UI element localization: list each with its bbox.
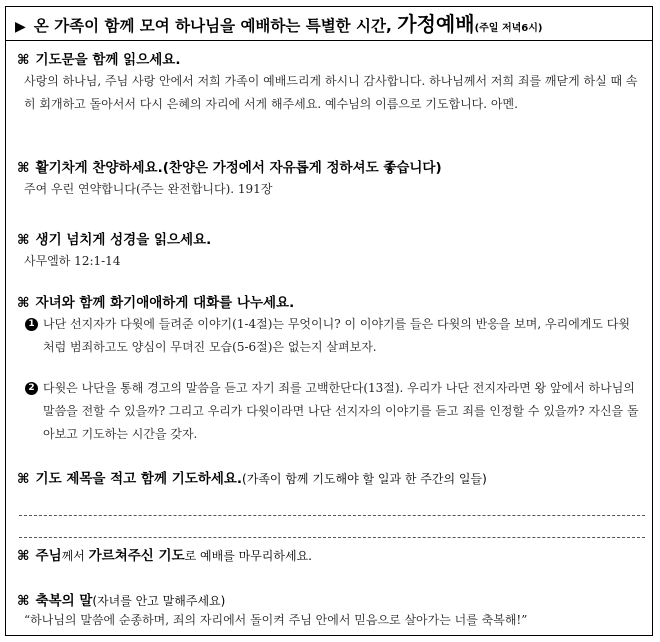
section-title: 기도 제목을 적고 함께 기도하세요. [35,471,243,487]
writing-line [19,515,645,516]
section-prayer-topics [17,469,647,489]
worship-guide-box [5,6,653,636]
praise-text: 주여 우린 연약합니다(주는 완전합니다). 191장 [24,182,273,196]
section-title: 활기차게 찬양하세요.(찬양은 가정에서 자유롭게 정하셔도 좋습니다) [35,160,442,176]
section-talk [17,293,647,446]
blessing-text: “하나님의 말씀에 순종하며, 죄의 자리에서 돌이켜 주님 안에서 믿음으로 살아가는 너를 축복해!” [24,613,528,627]
lords-prayer-emphasis: 주님 [35,548,62,564]
header-title: 온 가족이 함께 모여 하나님을 예배하는 특별한 시간, [33,17,392,35]
command-mark-icon: ⌘ [17,160,30,176]
command-mark-icon: ⌘ [17,593,30,609]
section-lords-prayer [17,546,647,566]
section-blessing [17,591,647,630]
section-title: 축복의 말 [35,593,93,609]
command-mark-icon: ⌘ [17,548,30,564]
header-time-note: (주일 저녁6시) [474,23,543,34]
command-mark-icon: ⌘ [17,295,30,311]
scripture-reference: 사무엘하 12:1-14 [24,254,121,268]
section-title: 기도문을 함께 읽으세요. [35,52,181,68]
question-item [17,377,647,446]
question-text: 나단 선지자가 다윗에 들려준 이야기(1-4절)는 무엇이니? 이 이야기를 들은 다윗의 반응을 보며, 우리에게도 다윗처럼 범죄하고도 양심이 무뎌진 모습(5-6절)은 없는지 살펴보자. [43,317,630,354]
number-badge: 1 [25,318,38,331]
section-praise [17,158,647,201]
command-mark-icon: ⌘ [17,232,30,248]
section-title: 자녀와 함께 화기애애하게 대화를 나누세요. [35,295,295,311]
section-prayer [17,50,647,116]
number-badge: 2 [25,382,38,395]
header-bar [6,7,652,41]
arrow-icon: ▶ [15,19,26,35]
section-title: 생기 넘치게 성경을 읽으세요. [35,232,212,248]
section-note: (가족이 함께 기도해야 할 일과 한 주간의 일들) [242,472,487,486]
section-scripture [17,230,647,273]
section-note: (자녀를 안고 말해주세요) [92,594,226,608]
lords-prayer-emphasis: 가르쳐주신 기도 [88,548,185,564]
prayer-text: 사랑의 하나님, 주님 사랑 안에서 저희 가족이 예배드리게 하시니 감사합니다. 하나님께서 저희 죄를 깨닫게 하실 때 속히 회개하고 돌아서서 다시 은혜의 자리에 서게 해주세요. 예수님의 이름으로 기도합니다. 아멘. [24,74,638,111]
lords-prayer-text: 로 예배를 마무리하세요. [184,549,312,563]
header-title-emphasis: 가정예배 [397,12,475,36]
question-item [17,313,647,359]
lords-prayer-text: 께서 [61,549,89,563]
command-mark-icon: ⌘ [17,52,30,68]
question-text: 다윗은 나단을 통해 경고의 말씀을 듣고 자기 죄를 고백한단다(13절). 우리가 나단 전지자라면 왕 앞에서 하나님의 말씀을 전할 수 있을까? 그리고 우리가 다윗이라면 나단 선지자의 이야기를 듣고 죄를 인정할 수 있을까? 자신을 돌아보고 기도하는 시간을 갖자. [43,381,639,441]
command-mark-icon: ⌘ [17,471,30,487]
writing-line [19,537,645,538]
